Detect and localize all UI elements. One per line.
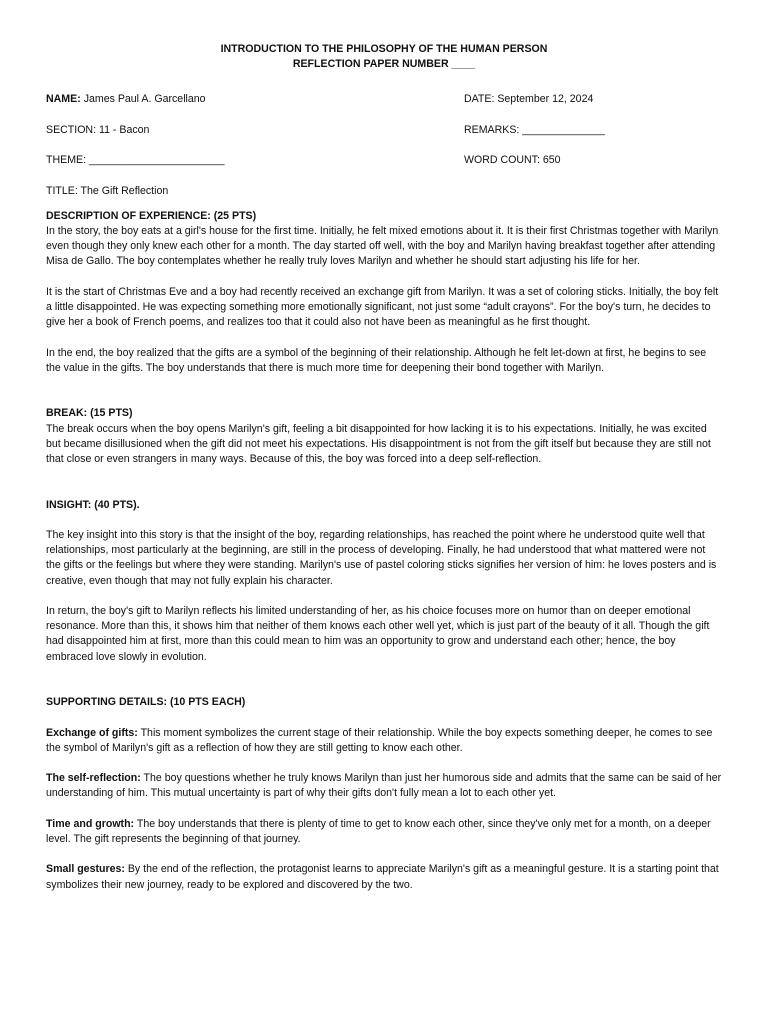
reflection-paper — [46, 42, 722, 893]
supporting-item — [46, 726, 722, 756]
supporting-item-text: The boy understands that there is plenty of time to get to know each other, since they've only met for a month, on a deeper level. The gift represents the beginning of that journey. — [46, 817, 711, 845]
supporting-heading: SUPPORTING DETAILS: (10 PTS EACH) — [46, 696, 246, 709]
course-title: INTRODUCTION TO THE PHILOSOPHY OF THE HUMAN PERSON — [220, 43, 548, 55]
word-count-field: WORD COUNT: 650 — [464, 154, 561, 167]
supporting-item-text: By the end of the reflection, the protagonist learns to appreciate Marilyn's gift as a meaningful gesture. It is a starting point that symbolizes their new journey, ready to be explored and discovered by the two. — [46, 863, 719, 891]
supporting-item-label: The self-reflection: — [46, 772, 141, 785]
insight-paragraph-2: In return, the boy's gift to Marilyn reflects his limited understanding of her, as his choice focuses more on humor than on deeper emotional resonance. More than this, it shows him that neither of them knows each other well yet, which is just part of the beauty of it all. Though the gift had disappointed him at first, more than this could mean to him was an opportunity to grow and understand each other; hence, the boy embraced love slowly in evolution. — [46, 604, 710, 663]
paper-number: REFLECTION PAPER NUMBER ____ — [292, 58, 476, 71]
description-paragraph-2: It is the start of Christmas Eve and a boy had recently received an exchange gift from Marilyn. It was a set of coloring sticks. Initially, the boy felt a little disappointed. He was expecting something more emotionally significant, not just some “adult crayons”. For the boy's turn, he decides to give her a book of French poems, and realizes too that it could also not have been as meaningful as he first thought. — [46, 285, 719, 329]
supporting-item-label: Exchange of gifts: — [46, 726, 138, 739]
insight-heading: INSIGHT: (40 PTS). — [46, 498, 140, 511]
description-heading: DESCRIPTION OF EXPERIENCE: (25 PTS) — [46, 209, 257, 222]
break-paragraph: The break occurs when the boy opens Marilyn's gift, feeling a bit disappointed for how lacking it is to his expectations. Initially, he was excited but became disillusioned when the gift did not meet his expectations. His disappointment is not from the gift itself but because they are still not that close or even strangers in many ways. Because of this, the boy was forced into a deep self-reflection. — [46, 422, 711, 465]
supporting-item-text: The boy questions whether he truly knows Marilyn than just her humorous side and admits that the same can be said of her understanding of him. This mutual uncertainty is part of why their gifts don't fully mean a lot to each other yet. — [46, 772, 722, 800]
name-field — [46, 92, 464, 107]
date-field: DATE: September 12, 2024 — [464, 93, 594, 106]
supporting-item — [46, 862, 722, 892]
description-paragraph-1: In the story, the boy eats at a girl's house for the first time. Initially, he felt mixed emotions about it. It is their first Christmas together with Marilyn even though they only knew each other for a month. The day started off well, with the boy and Marilyn having breakfast together after attending Misa de Gallo. The boy contemplates whether he really truly loves Marilyn and whether he should start adjusting his life for her. — [46, 224, 719, 268]
meta-row-title — [46, 184, 722, 199]
supporting-item-label: Time and growth: — [46, 817, 135, 830]
meta-row-name-date — [46, 92, 722, 107]
remarks-field: REMARKS: ______________ — [464, 123, 605, 136]
meta-row-section-remarks — [46, 123, 722, 138]
section-field: SECTION: 11 - Bacon — [46, 123, 150, 136]
name-value: James Paul A. Garcellano — [83, 93, 206, 106]
supporting-item-label: Small gestures: — [46, 863, 125, 876]
title-field: TITLE: The Gift Reflection — [46, 184, 169, 197]
supporting-item — [46, 771, 722, 801]
supporting-item-text: This moment symbolizes the current stage of their relationship. While the boy expects something deeper, he comes to see the symbol of Marilyn's gift as a reflection of how they are still getting to know each other. — [46, 726, 713, 754]
meta-row-theme-wordcount — [46, 153, 722, 168]
theme-field: THEME: _______________________ — [46, 154, 225, 167]
supporting-item — [46, 817, 722, 847]
break-heading: BREAK: (15 PTS) — [46, 407, 133, 420]
insight-paragraph-1: The key insight into this story is that the insight of the boy, regarding relationships, has reached the point where he understood quite well that relationships, most particularly at the beginning, are still in the process of developing. Finally, he had understood that what mattered were not the gifts or the feelings but where they were standing. Marilyn's use of pastel coloring sticks signifies her version of him: he loves posters and is creative, even though that may not fully explain his character. — [46, 528, 717, 587]
description-paragraph-3: In the end, the boy realized that the gifts are a symbol of the beginning of their relationship. Although he felt let-down at first, he begins to see the value in the gifts. The boy understands that there is much more time for deepening their bond together with Marilyn. — [46, 346, 707, 374]
name-label: NAME: — [46, 93, 81, 106]
